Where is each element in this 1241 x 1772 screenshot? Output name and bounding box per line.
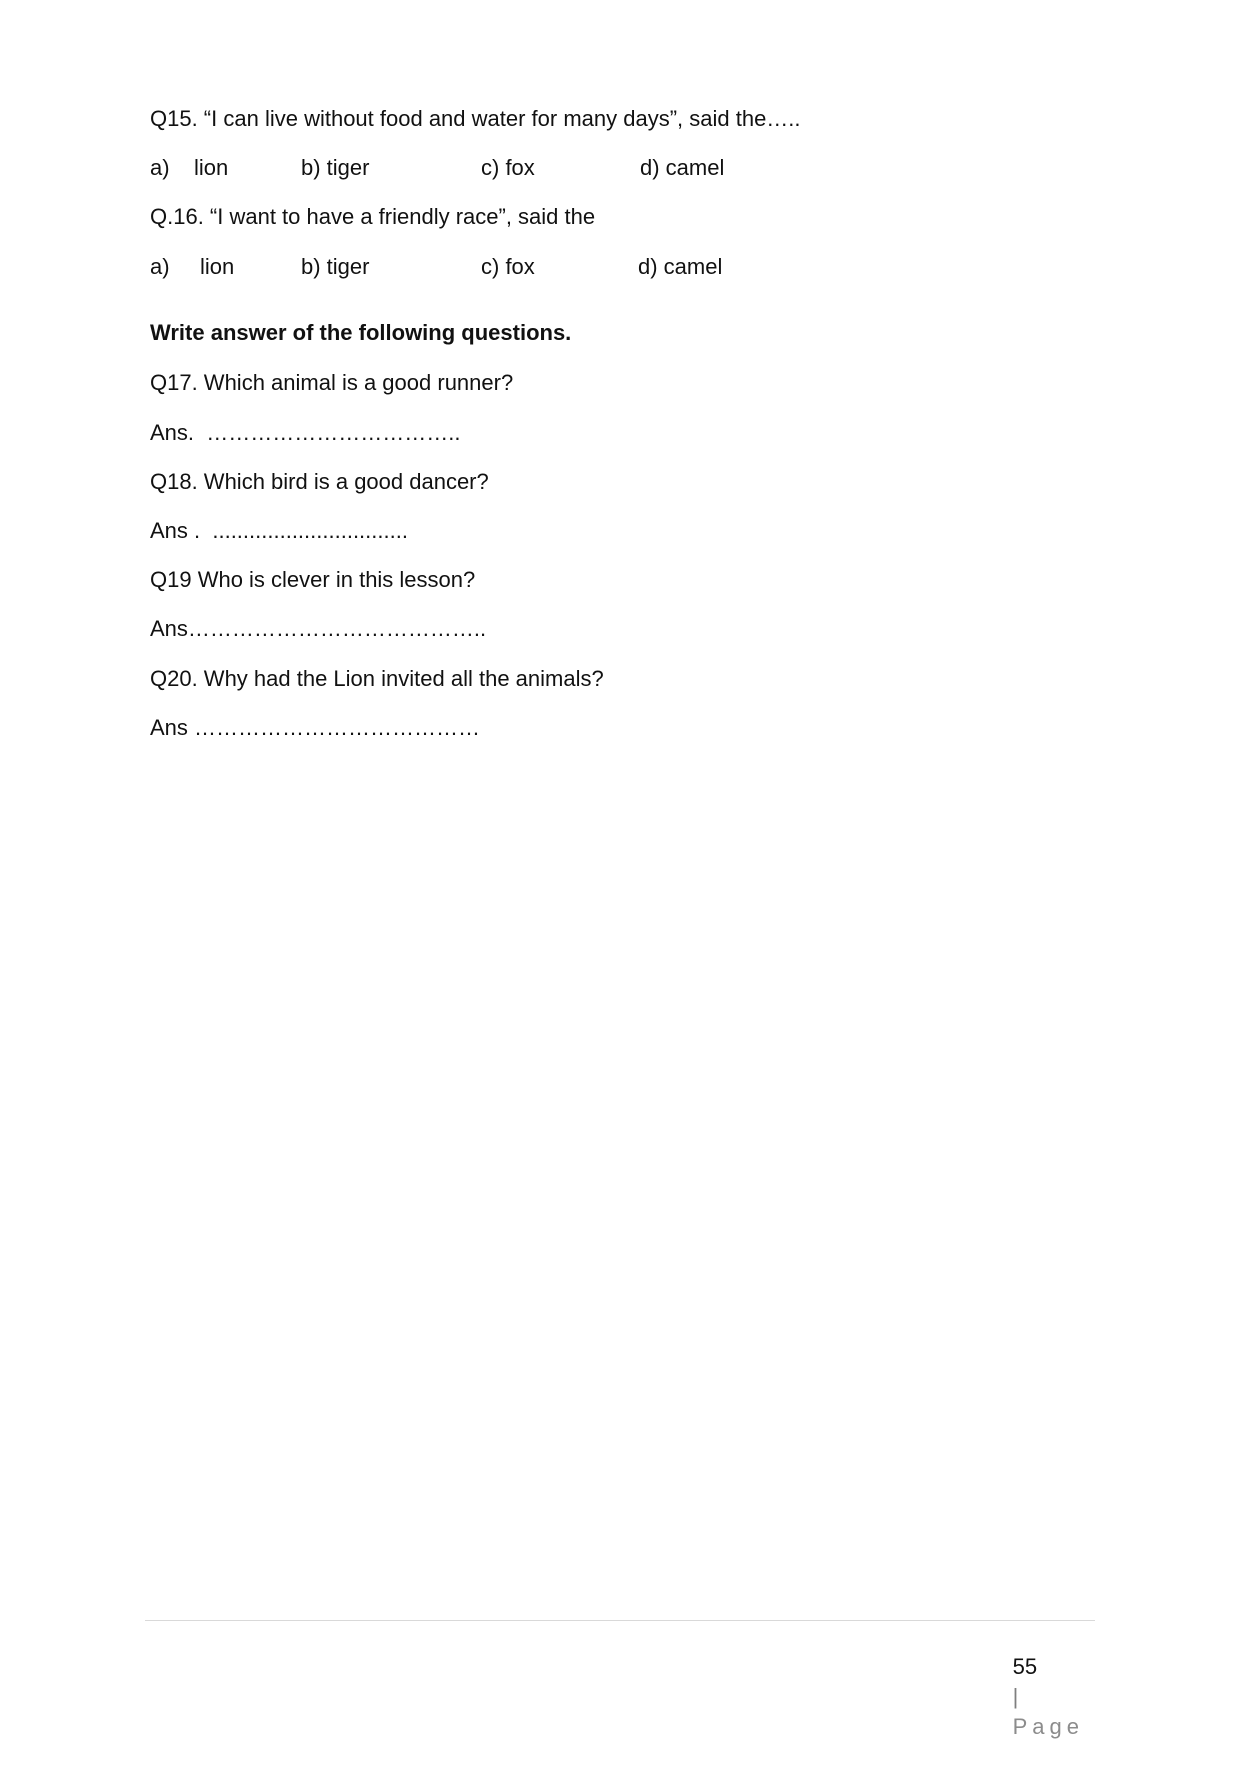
- option-b: b) tiger: [301, 155, 370, 180]
- question-20: Q20. Why had the Lion invited all the animals?: [150, 666, 604, 691]
- page-label: Page: [1012, 1714, 1084, 1739]
- answer-19: Ans…………………………………..: [150, 616, 487, 641]
- option-a-text: lion: [200, 254, 235, 279]
- option-d: d) camel: [640, 155, 725, 180]
- section-heading: Write answer of the following questions.: [150, 320, 572, 345]
- question-16: Q.16. “I want to have a friendly race”, said the: [150, 204, 596, 229]
- option-b: b) tiger: [301, 254, 370, 279]
- option-c: c) fox: [481, 155, 535, 180]
- question-19: Q19 Who is clever in this lesson?: [150, 567, 476, 592]
- footer-separator: |: [1012, 1684, 1019, 1709]
- option-a-label: a): [150, 254, 170, 279]
- option-a-label: a): [150, 155, 170, 180]
- option-c: c) fox: [481, 254, 535, 279]
- question-17: Q17. Which animal is a good runner?: [150, 370, 514, 395]
- page-footer: [988, 1622, 1084, 1772]
- answer-17: Ans. ……………………………..: [150, 420, 461, 445]
- question-18: Q18. Which bird is a good dancer?: [150, 469, 489, 494]
- option-d: d) camel: [638, 254, 723, 279]
- footer-divider: [145, 1620, 1095, 1621]
- answer-20: Ans …………………………………: [150, 715, 481, 740]
- answer-18: Ans . ................................: [150, 518, 408, 543]
- page-number: 55: [1012, 1654, 1038, 1679]
- option-a-text: lion: [194, 155, 229, 180]
- question-15: Q15. “I can live without food and water for many days”, said the…..: [150, 106, 801, 131]
